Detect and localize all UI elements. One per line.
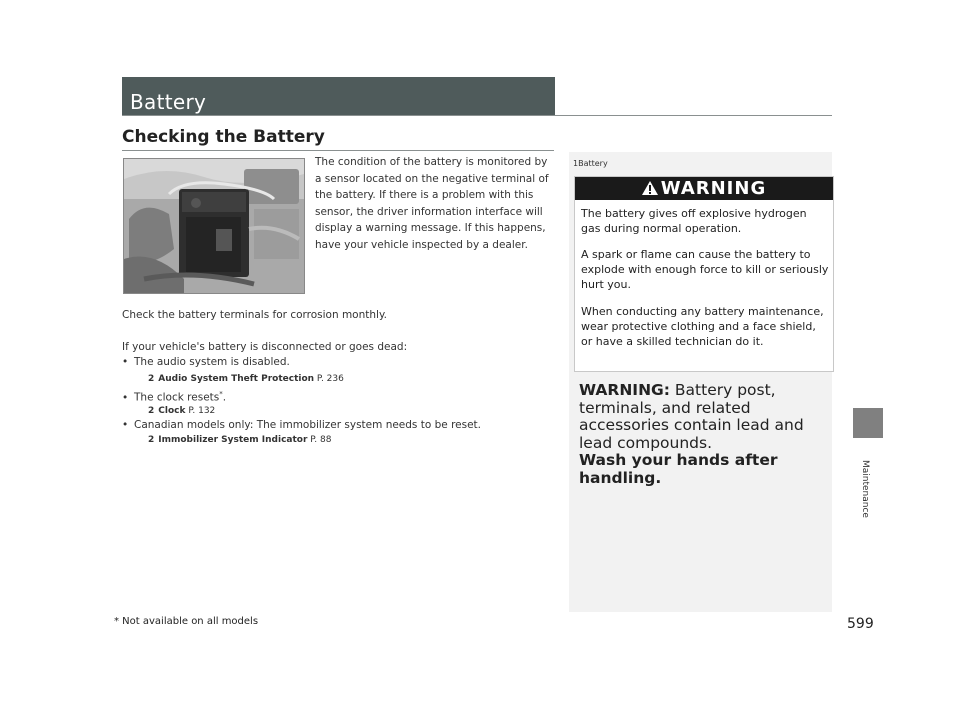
intro-paragraph: The condition of the battery is monitored by a sensor located on the negative terminal of the battery. If there is a problem with this sensor, the driver information interface will display a warning message. If this happens, have your vehicle inspected by a dealer.: [315, 156, 549, 251]
footnote: * Not available on all models: [114, 616, 259, 627]
warning-paragraph: A spark or flame can cause the battery to explode with enough force to kill or seriously hurt you.: [581, 248, 829, 291]
battery-dead-text: If your vehicle's battery is disconnected or goes dead:: [122, 341, 408, 353]
xref-clock[interactable]: 2 Clock P. 132: [148, 406, 216, 416]
warning-box: [574, 176, 834, 372]
sidebar-label: 1Battery: [573, 159, 608, 168]
footnote-marker: *: [219, 390, 223, 398]
warning-triangle-icon: [642, 181, 658, 195]
bullet-immobilizer: • Canadian models only: The immobilizer system needs to be reset.: [122, 419, 482, 431]
xref-audio-theft[interactable]: 2 Audio System Theft Protection P. 236: [148, 374, 344, 384]
cross-reference-icon: 2: [148, 435, 155, 445]
section-title: Checking the Battery: [122, 127, 325, 147]
cross-reference-icon: 2: [148, 374, 155, 384]
header-rule: [122, 115, 832, 116]
section-banner: [122, 77, 555, 115]
warning-paragraph: When conducting any battery maintenance, wear protective clothing and a face shield, or have a skilled technician do it.: [581, 305, 824, 348]
cross-reference-icon: 2: [148, 406, 155, 416]
page-number: 599: [847, 616, 874, 632]
battery-photo: [123, 158, 305, 294]
warning-paragraph: The battery gives off explosive hydrogen gas during normal operation.: [581, 207, 807, 235]
chapter-tab[interactable]: [853, 408, 883, 438]
lead-warning: WARNING: Battery post, terminals, and related accessories contain lead and lead compounds. Wash your hands after handling.: [579, 381, 804, 487]
title-rule: [122, 150, 554, 151]
bullet-audio: • The audio system is disabled.: [122, 356, 290, 368]
check-terminals-text: Check the battery terminals for corrosion monthly.: [122, 309, 388, 321]
banner-title: Battery: [130, 90, 207, 114]
chapter-label: Maintenance: [860, 460, 870, 518]
bullet-clock: • The clock resets*.: [122, 390, 227, 404]
warning-header: WARNING: [575, 177, 833, 200]
xref-immobilizer[interactable]: 2 Immobilizer System Indicator P. 88: [148, 435, 332, 445]
